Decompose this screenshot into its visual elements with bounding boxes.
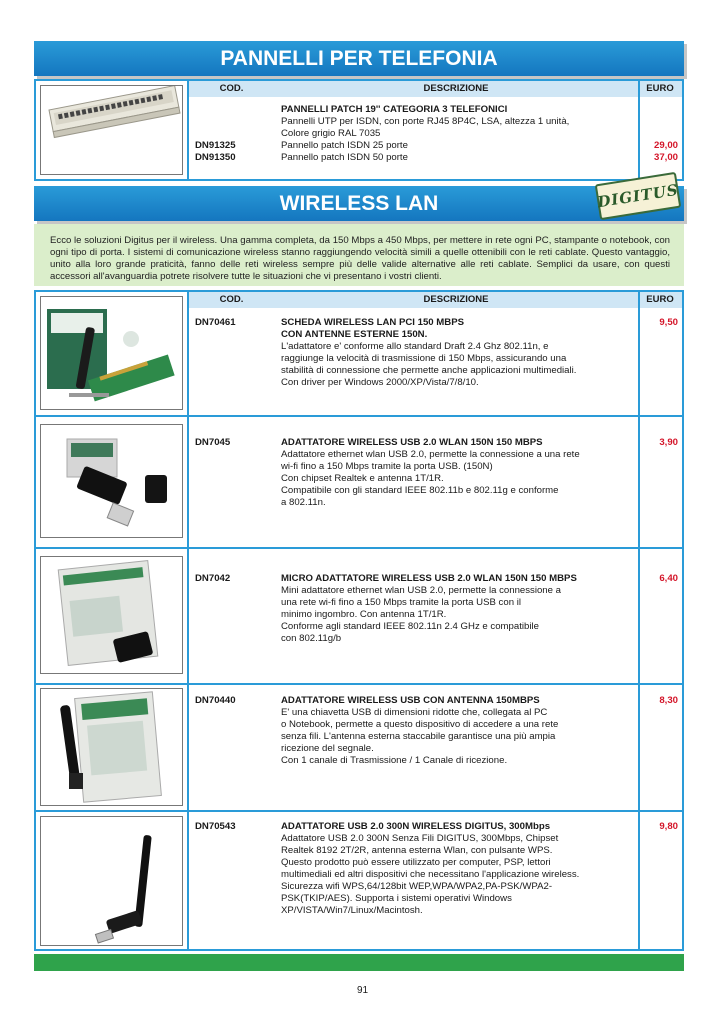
product-price: 3,90 xyxy=(659,437,678,448)
desc-line: Sicurezza wifi WPS,64/128bit WEP,WPA/WPA2,PA-PSK/WPA2- xyxy=(281,881,553,892)
product-title: ADATTATORE WIRELESS USB CON ANTENNA 150MBPS xyxy=(281,695,540,706)
product-code: DN70440 xyxy=(195,695,236,706)
footer-bar xyxy=(34,954,684,971)
product-photo-dn7045 xyxy=(40,424,183,538)
telefonia-table xyxy=(34,79,684,181)
header-cod: COD. xyxy=(219,294,244,305)
product-title-line2: CON ANTENNE ESTERNE 150N. xyxy=(281,329,428,340)
header-descrizione: DESCRIZIONE xyxy=(423,83,489,94)
desc-line: Pannelli UTP per ISDN, con porte RJ45 8P4C, LSA, altezza 1 unità, xyxy=(281,116,570,127)
product-codes xyxy=(195,140,236,164)
product-title: ADATTATORE WIRELESS USB 2.0 WLAN 150N 150 MBPS xyxy=(281,437,543,448)
product-photo-dn7042 xyxy=(40,556,183,674)
desc-line: ricezione del segnale. xyxy=(281,743,374,754)
desc-line: con 802.11g/b xyxy=(281,633,342,644)
section-title-wireless xyxy=(34,186,684,221)
desc-line: Con driver per Windows 2000/XP/Vista/7/8/10. xyxy=(281,377,479,388)
table-header xyxy=(189,81,682,97)
product-description xyxy=(281,573,633,645)
product-description xyxy=(281,317,633,389)
price-dn91350: 37,00 xyxy=(653,152,678,163)
product-title: PANNELLI PATCH 19'' CATEGORIA 3 TELEFONICI xyxy=(281,104,508,115)
desc-line: Questo prodotto può essere utilizzato per computer, PSP, lettori xyxy=(281,857,551,868)
desc-line: Colore grigio RAL 7035 xyxy=(281,128,381,139)
wireless-intro: Ecco le soluzioni Digitus per il wireless. Una gamma completa, da 150 Mbps a 450 Mbps, per mettere in rete ogni PC, stampante o notebook, con ogni tipo di porta. I sistemi di comunicazione wireless stanno raggiungendo velocità simili a quelle ottenibili con le reti cablate. Questo vantaggio, unito alla loro grande praticità, fanno delle reti wireless sempre più delle valide alternative alle reti cablate. Semplici da usare, con questi accessori all'avanguardia potrete risolvere tutte le situazioni che vi presentano i vostri clienti. xyxy=(34,224,684,286)
desc-line: Mini adattatore ethernet wlan USB 2.0, permette la connessione a xyxy=(281,585,561,596)
product-description xyxy=(281,104,633,164)
desc-line: Pannello patch ISDN 50 porte xyxy=(281,152,408,163)
product-price: 9,80 xyxy=(659,821,678,832)
header-euro: EURO xyxy=(646,294,674,305)
patch-panel-photo xyxy=(40,85,183,175)
product-price: 8,30 xyxy=(659,695,678,706)
desc-line: Realtek 8192 2T/2R, antenna esterna Wlan, con pulsante WPS. xyxy=(281,845,553,856)
product-description xyxy=(281,437,633,509)
page-number: 91 xyxy=(356,985,369,996)
product-description xyxy=(281,821,633,917)
product-code: DN7045 xyxy=(195,437,231,448)
desc-line: minimo ingombro. Con antenna 1T/1R. xyxy=(281,609,447,620)
product-description xyxy=(281,695,633,767)
desc-line: Compatibile con gli standard IEEE 802.11b e 802.11g e conforme xyxy=(281,485,559,496)
desc-line: Con 1 canale di Trasmissione / 1 Canale di ricezione. xyxy=(281,755,508,766)
desc-line: Con chipset Realtek e antenna 1T/1R. xyxy=(281,473,444,484)
product-price: 6,40 xyxy=(659,573,678,584)
section-title-text: PANNELLI PER TELEFONIA xyxy=(220,46,498,70)
desc-line: XP/VISTA/Win7/Linux/Macintosh. xyxy=(281,905,423,916)
desc-line: multimediali ed altri dispositivi che necessitano l'applicazione wireless. xyxy=(281,869,580,880)
table-header xyxy=(189,292,682,308)
price-dn91325: 29,00 xyxy=(653,140,678,151)
header-euro: EURO xyxy=(646,83,674,94)
desc-line: raggiunge la velocità di trasmissione di 150 Mbps, assicurando una xyxy=(281,353,567,364)
wireless-table xyxy=(34,290,684,951)
product-title: SCHEDA WIRELESS LAN PCI 150 MBPS xyxy=(281,317,465,328)
desc-line: L'adattatore e' conforme allo standard Draft 2.4 Ghz 802.11n, e xyxy=(281,341,549,352)
product-photo-dn70543 xyxy=(40,816,183,946)
desc-line: una rete wi-fi fino a 150 Mbps tramite la porta USB con il xyxy=(281,597,521,608)
code-dn91350: DN91350 xyxy=(195,152,236,163)
desc-line: E' una chiavetta USB di dimensioni ridotte che, collegata al PC xyxy=(281,707,548,718)
desc-line: Pannello patch ISDN 25 porte xyxy=(281,140,408,151)
product-title: ADATTATORE USB 2.0 300N WIRELESS DIGITUS, 300Mbps xyxy=(281,821,551,832)
product-code: DN70461 xyxy=(195,317,236,328)
product-prices xyxy=(638,140,678,164)
desc-line: stabilità di connessione che permette anche applicazioni multimediali. xyxy=(281,365,577,376)
product-title: MICRO ADATTATORE WIRELESS USB 2.0 WLAN 150N 150 MBPS xyxy=(281,573,577,584)
product-code: DN7042 xyxy=(195,573,231,584)
desc-line: Adattatore USB 2.0 300N Senza Fili DIGITUS, 300Mbps, Chipset xyxy=(281,833,559,844)
product-photo-dn70461 xyxy=(40,296,183,410)
header-cod: COD. xyxy=(219,83,244,94)
desc-line: Conforme agli standard IEEE 802.11n 2.4 GHz e compatibile xyxy=(281,621,539,632)
desc-line: PSK(TKIP/AES). Supporta i sistemi operativi Windows xyxy=(281,893,512,904)
desc-line: a 802.11n. xyxy=(281,497,326,508)
desc-line: wi-fi fino a 150 Mbps tramite la porta USB. (150N) xyxy=(281,461,493,472)
code-dn91325: DN91325 xyxy=(195,140,236,151)
section-title-text: WIRELESS LAN xyxy=(279,191,439,215)
product-code: DN70543 xyxy=(195,821,236,832)
section-title-telefonia xyxy=(34,41,684,76)
header-descrizione: DESCRIZIONE xyxy=(423,294,489,305)
desc-line: Adattatore ethernet wlan USB 2.0, permette la connessione a una rete xyxy=(281,449,580,460)
desc-line: senza fili. L'antenna esterna staccabile garantisce una più ampia xyxy=(281,731,556,742)
product-price: 9,50 xyxy=(659,317,678,328)
desc-line: o Notebook, permette a questo dispositivo di accedere a una rete xyxy=(281,719,559,730)
product-photo-dn70440 xyxy=(40,688,183,806)
logo-text: DIGITUS xyxy=(596,180,680,212)
